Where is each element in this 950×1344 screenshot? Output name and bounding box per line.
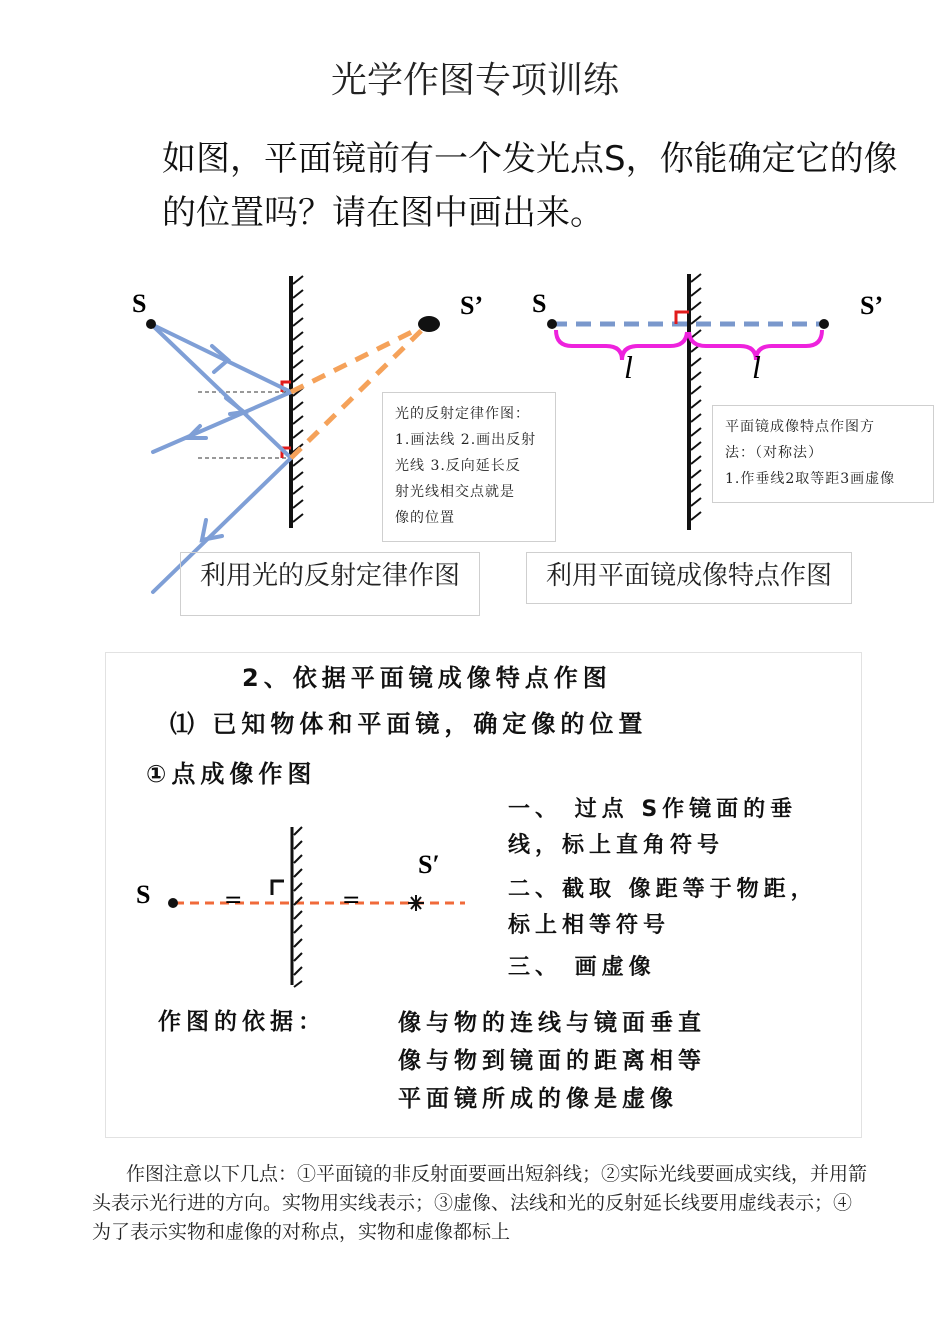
fig1-point-s-prime <box>418 316 440 332</box>
note-line: 射光线相交点就是 <box>395 484 515 500</box>
note-line: 1.画法线 2.画出反射 <box>395 432 537 448</box>
question-text: 如图，平面镜前有一个发光点S，你能确定它的像的位置吗？请在图中画出来。 <box>162 139 898 233</box>
fig2-caption: 利用平面镜成像特点作图 <box>526 552 852 604</box>
fig1-caption: 利用光的反射定律作图 <box>180 552 480 616</box>
panel-subsubheading: ①点成像作图 <box>146 760 317 788</box>
panel-virtual-image-mark <box>408 895 424 911</box>
panel-diagram <box>120 815 480 995</box>
panel-subheading: ⑴ 已知物体和平面镜，确定像的位置 <box>170 710 648 738</box>
basis-label: 作图的依据： <box>158 1009 326 1035</box>
fig2-point-s-prime <box>819 319 829 329</box>
panel-heading: 2、依据平面镜成像特点作图 <box>242 664 612 692</box>
note-line: 光线 3.反向延长反 <box>395 458 521 474</box>
panel-equal-mark-right: = <box>342 888 361 913</box>
panel-mirror-hatching <box>294 827 302 987</box>
fig2-point-s <box>547 319 557 329</box>
page-title: 光学作图专项训练 <box>330 60 619 101</box>
fig2-label-s-prime: S’ <box>860 291 884 320</box>
fig1-point-s <box>146 319 156 329</box>
note-line: 光的反射定律作图： <box>395 406 530 422</box>
rule-item: 像与物的连线与镜面垂直 <box>398 1010 706 1036</box>
fig2-label-l-right: l <box>752 349 761 385</box>
fig2-label-s: S <box>532 289 547 318</box>
note-line: 平面镜成像特点作图方 <box>725 419 875 435</box>
panel-label-s: S <box>136 880 151 909</box>
fig2-method-note <box>712 405 934 503</box>
step-three: 三、 画虚像 <box>508 955 656 980</box>
note-line: 法：（对称法） <box>725 445 823 461</box>
basis-rules <box>398 1004 706 1118</box>
top-diagrams <box>0 0 950 640</box>
fig1-method-note <box>382 392 556 542</box>
notes-paragraph: 作图注意以下几点：①平面镜的非反射面要画出短斜线；②实际光线要画成实线，并用箭头表示光行进的方向。实物用实线表示；③虚像、法线和光的反射延长线要用虚线表示；④为了表示实物和虚像的对称点，实物和虚像都标上 <box>92 1163 868 1243</box>
rule-item: 平面镜所成的像是虚像 <box>398 1086 678 1112</box>
panel-equal-mark-left: = <box>224 888 243 913</box>
panel-right-angle-mark <box>272 881 284 895</box>
rule-item: 像与物到镜面的距离相等 <box>398 1048 706 1074</box>
fig1-mirror <box>291 276 303 528</box>
note-line: 1.作垂线2取等距3画虚像 <box>725 471 896 487</box>
fig2-label-l-left: l <box>624 349 633 385</box>
step-one: 一、 过点 S作镜面的垂线，标上直角符号 <box>508 797 798 858</box>
fig1-label-s-prime: S’ <box>460 291 484 320</box>
note-line: 像的位置 <box>395 510 455 526</box>
panel-point-s <box>168 898 178 908</box>
fig2-mirror <box>689 274 701 530</box>
step-two: 二、截取 像距等于物距，标上相等符号 <box>508 877 818 938</box>
panel-label-s-prime: S′ <box>418 850 440 879</box>
fig1-label-s: S <box>132 289 147 318</box>
